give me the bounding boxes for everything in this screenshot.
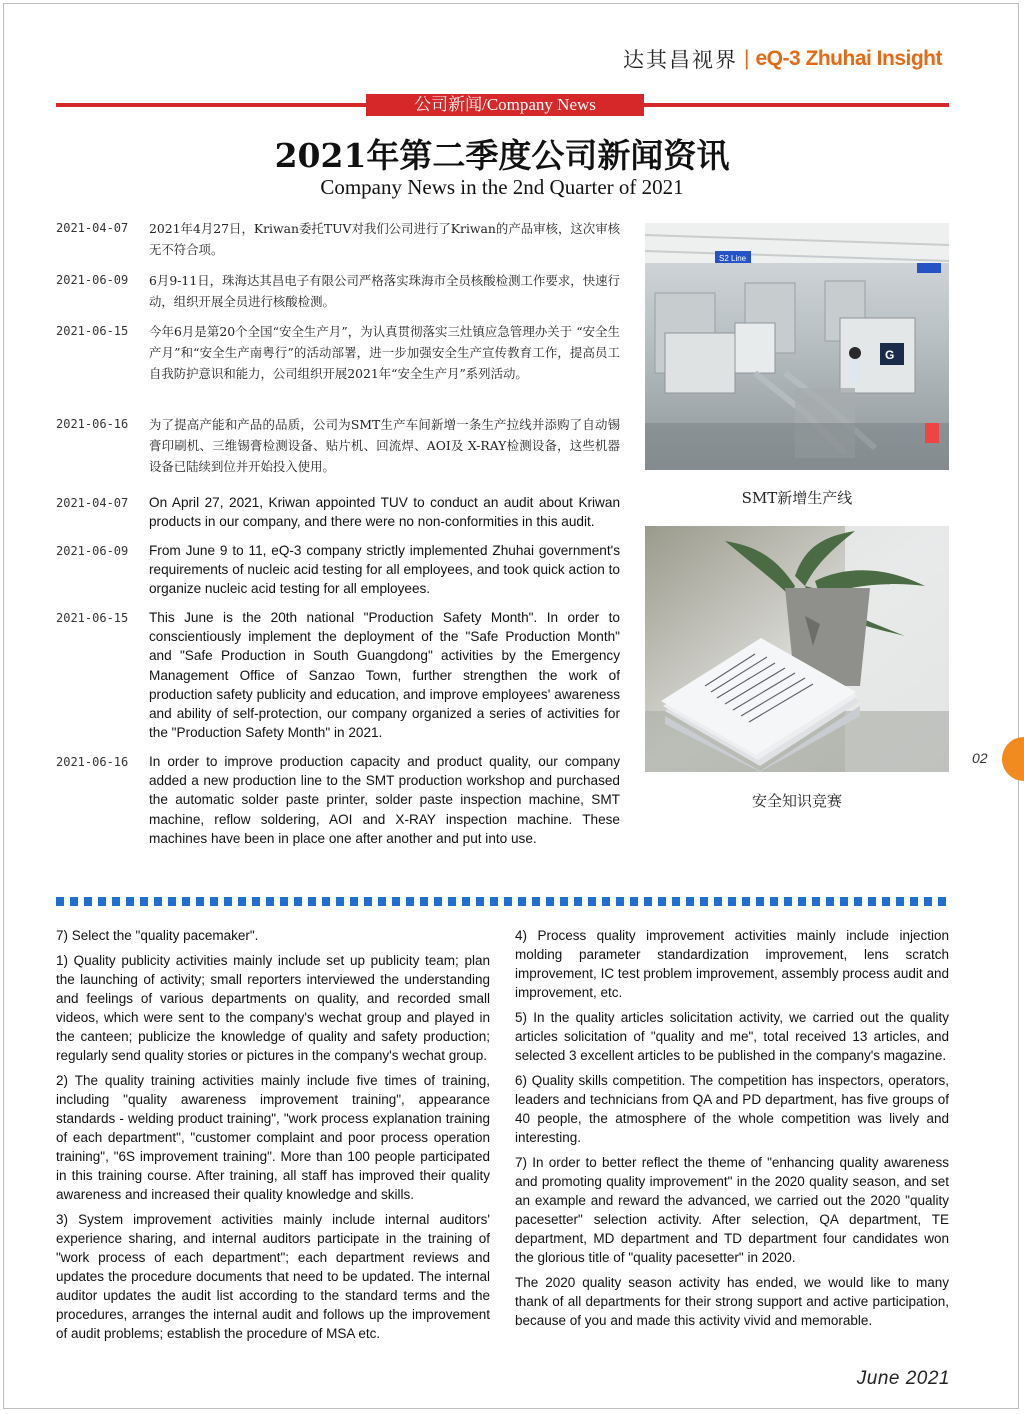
paragraph: The 2020 quality season activity has ended, we would like to many thank of all departments for their strong support and active participation, because of you and made this activity vivid and memorable.	[515, 1275, 949, 1328]
page-number: 02	[972, 750, 988, 766]
news-item-en	[56, 752, 620, 848]
paragraph: 2) The quality training activities mainly include five times of training, including "quality awareness improvement training", appearance standards - welding product training", "work process explanation training of each department", "customer complaint and poor process operation training", "6S improvement training". More than 100 people participated in this training course. After training, all staff has improved their quality awareness and increased their quality knowledge and skills.	[56, 1073, 490, 1202]
paragraph: 4) Process quality improvement activities mainly include injection molding parameter standardization improvement, lens scratch improvement, IC test problem improvement, assembly process audit and improvement, etc.	[515, 928, 949, 1000]
news-text: 2021年4月27日，Kriwan委托TUV对我们公司进行了Kriwan的产品审核，这次审核无不符合项。	[149, 221, 620, 257]
news-item-en	[56, 493, 620, 531]
news-item-cn	[56, 218, 620, 260]
news-date: 2021-06-16	[56, 755, 129, 769]
paragraph: 5) In the quality articles solicitation activity, we carried out the quality articles solicitation of "quality and me", total received 13 articles, and selected 3 excellent articles to be published in the company's magazine.	[515, 1010, 949, 1063]
news-date: 2021-06-09	[56, 273, 129, 287]
smt-line-photo	[645, 223, 949, 470]
page-title-chinese: 2021年第二季度公司新闻资讯	[274, 136, 730, 175]
dotted-divider	[56, 897, 950, 906]
news-text: In order to improve production capacity and product quality, our company added a new production line to the SMT production workshop and purchased the automatic solder paste printer, solder paste inspection machine, SMT machine, reflow soldering, AOI and X-RAY inspection machine. These machines have been in place one after another and put into use.	[149, 754, 620, 846]
news-date: 2021-06-15	[56, 324, 129, 338]
news-text: 6月9-11日，珠海达其昌电子有限公司严格落实珠海市全员核酸检测工作要求，快速行动，组织开展全员进行核酸检测。	[149, 273, 620, 309]
paragraph: 1) Quality publicity activities mainly include set up publicity team; plan the launching of activity; small reporters interviewed the understanding and feelings of various departments on quality, and recorded small videos, which were sent to the company's wechat group and played in the canteen; publicize the knowledge of quality and safety production; regularly send quality stories or pictures in the company's wechat group.	[56, 953, 490, 1063]
news-text: 今年6月是第20个全国“安全生产月”，为认真贯彻落实三灶镇应急管理办关于 “安全生产月”和“安全生产南粤行”的活动部署，进一步加强安全生产宣传教育工作，提高员工自我防护意识和能力，公司组织开展2021年“安全生产月”系列活动。	[149, 324, 620, 381]
section-tag: 公司新闻/Company News	[366, 94, 644, 116]
news-text: 为了提高产能和产品的品质，公司为SMT生产车间新增一条生产拉线并添购了自动锡膏印刷机、三维锡膏检测设备、贴片机、回流焊、AOI及 X-RAY检测设备，这些机器设备已陆续到位并开始投入使用。	[149, 417, 620, 474]
news-text: On April 27, 2021, Kriwan appointed TUV to conduct an audit about Kriwan products in our company, and there were no non-conformities in this audit.	[149, 495, 620, 530]
magazine-brand	[623, 44, 942, 74]
right-text-column	[515, 926, 949, 1336]
left-text-column	[56, 926, 490, 1349]
issue-date: June 2021	[856, 1368, 950, 1389]
news-date: 2021-06-15	[56, 611, 129, 625]
paragraph: 7) Select the "quality pacemaker".	[56, 928, 259, 943]
news-item-cn	[56, 414, 620, 477]
smt-line-illustration	[645, 223, 949, 470]
brand-english: eQ-3 Zhuhai Insight	[755, 47, 942, 70]
news-date: 2021-06-16	[56, 417, 129, 431]
news-item-en	[56, 608, 620, 742]
safety-quiz-illustration	[645, 526, 949, 772]
machine-logo-text: G	[885, 348, 895, 362]
page-title-english: Company News in the 2nd Quarter of 2021	[320, 175, 684, 199]
news-item-en	[56, 541, 620, 599]
paragraph: 6) Quality skills competition. The competition has inspectors, operators, leaders and technicians from QA and PD department, has five groups of 40 people, the atmosphere of the whole competition was lively and interesting.	[515, 1073, 949, 1145]
safety-quiz-caption: 安全知识竞赛	[751, 792, 842, 810]
brand-separator: |	[744, 47, 750, 70]
paragraph: 3) System improvement activities mainly include internal auditors' experience sharing, and internal auditors participate in the training of "work process of each department"; each department reviews and updates the procedure documents that need to be updated. The internal auditor updates the audit list according to the standard terms and the procedures, arranges the internal audit and follows up the improvement of audit problems; establish the procedure of MSA etc.	[56, 1212, 490, 1341]
news-date: 2021-06-09	[56, 544, 129, 558]
smt-line-caption: SMT新增生产线	[741, 489, 853, 507]
news-text: This June is the 20th national "Production Safety Month". In order to conscientiously implement the deployment of the "Safe Production Month" and "Safe Production in South Guangdong" activities by the Emergency Management Office of Sanzao Town, further strengthen the work of production safety publicity and education, and improve employees' awareness and ability of self-protection, our company organized a series of activities for the "Production Safety Month" in 2021.	[149, 610, 620, 741]
news-text: From June 9 to 11, eQ-3 company strictly implemented Zhuhai government's requirements of nucleic acid testing for all employees, and took quick action to organize nucleic acid testing for all employees.	[149, 543, 620, 597]
news-item-cn	[56, 270, 620, 312]
line-sign-text: S2 Line	[719, 254, 747, 263]
safety-quiz-photo	[645, 526, 949, 772]
brand-chinese: 达其昌视界	[623, 48, 739, 72]
paragraph: 7) In order to better reflect the theme of "enhancing quality awareness and promoting quality improvement" in the 2020 quality season, and set an example and reward the advanced, we carried out the 2020 "quality pacesetter" selection activity. After selection, QA department, TE department, MD department and TD department four candidates won the glorious title of "quality pacesetter" in 2020.	[515, 1155, 949, 1265]
news-date: 2021-04-07	[56, 221, 129, 235]
news-date: 2021-04-07	[56, 496, 129, 510]
news-item-cn	[56, 321, 620, 384]
